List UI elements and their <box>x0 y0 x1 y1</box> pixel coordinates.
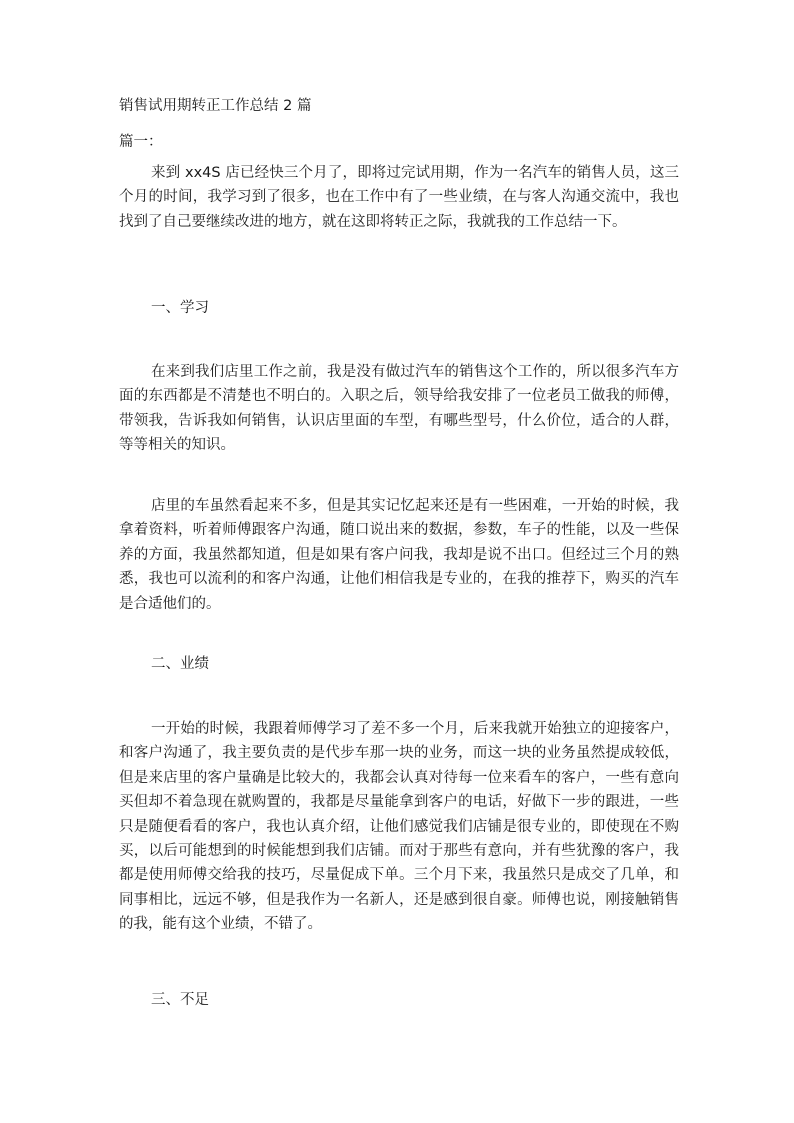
document-title: 销售试用期转正工作总结 2 篇 <box>119 98 312 114</box>
study-paragraph-2: 店里的车虽然看起来不多，但是其实记忆起来还是有一些困难，一开始的时候，我拿着资料，听着师傅跟客户沟通，随口说出来的数据，参数，车子的性能，以及一些保养的方面，我虽然都知道，但是如果有客户问我，我却是说不出口。但经过三个月的熟悉，我也可以流利的和客户沟通，让他们相信我是专业的，在我的推荐下，购买的汽车是合适他们的。 <box>119 498 679 612</box>
intro-paragraph: 来到 xx4S 店已经快三个月了，即将过完试用期，作为一名汽车的销售人员，这三个月的时间，我学习到了很多，也在工作中有了一些业绩，在与客人沟通交流中，我也找到了自己要继续改进的地方，就在这即将转正之际，我就我的工作总结一下。 <box>119 165 679 230</box>
performance-paragraph: 一开始的时候，我跟着师傅学习了差不多一个月，后来我就开始独立的迎接客户，和客户沟通了，我主要负责的是代步车那一块的业务，而这一块的业务虽然提成较低，但是来店里的客户量确是比较大的，我都会认真对待每一位来看车的客户，一些有意向买但却不着急现在就购置的，我都是尽量能拿到客户的电话，好做下一步的跟进，一些只是随便看看的客户，我也认真介绍，让他们感觉我们店铺是很专业的，即使现在不购买，以后可能想到的时候能想到我们店铺。而对于那些有意向，并有些犹豫的客户，我都是使用师傅交给我的技巧，尽量促成下单。三个月下来，我虽然只是成交了几单，和同事相比，远远不够，但是我作为一名新人，还是感到很自豪。师傅也说，刚接触销售的我，能有这个业绩，不错了。 <box>119 721 679 933</box>
section-heading-shortcomings: 三、不足 <box>151 992 209 1008</box>
section-heading-performance: 二、业绩 <box>151 656 209 672</box>
part-label: 篇一： <box>119 134 163 150</box>
study-paragraph-1: 在来到我们店里工作之前，我是没有做过汽车的销售这个工作的，所以很多汽车方面的东西都是不清楚也不明白的。入职之后，领导给我安排了一位老员工做我的师傅，带领我，告诉我如何销售，认识店里面的车型，有哪些型号，什么价位，适合的人群，等等相关的知识。 <box>119 364 679 454</box>
section-heading-study: 一、学习 <box>151 300 209 316</box>
